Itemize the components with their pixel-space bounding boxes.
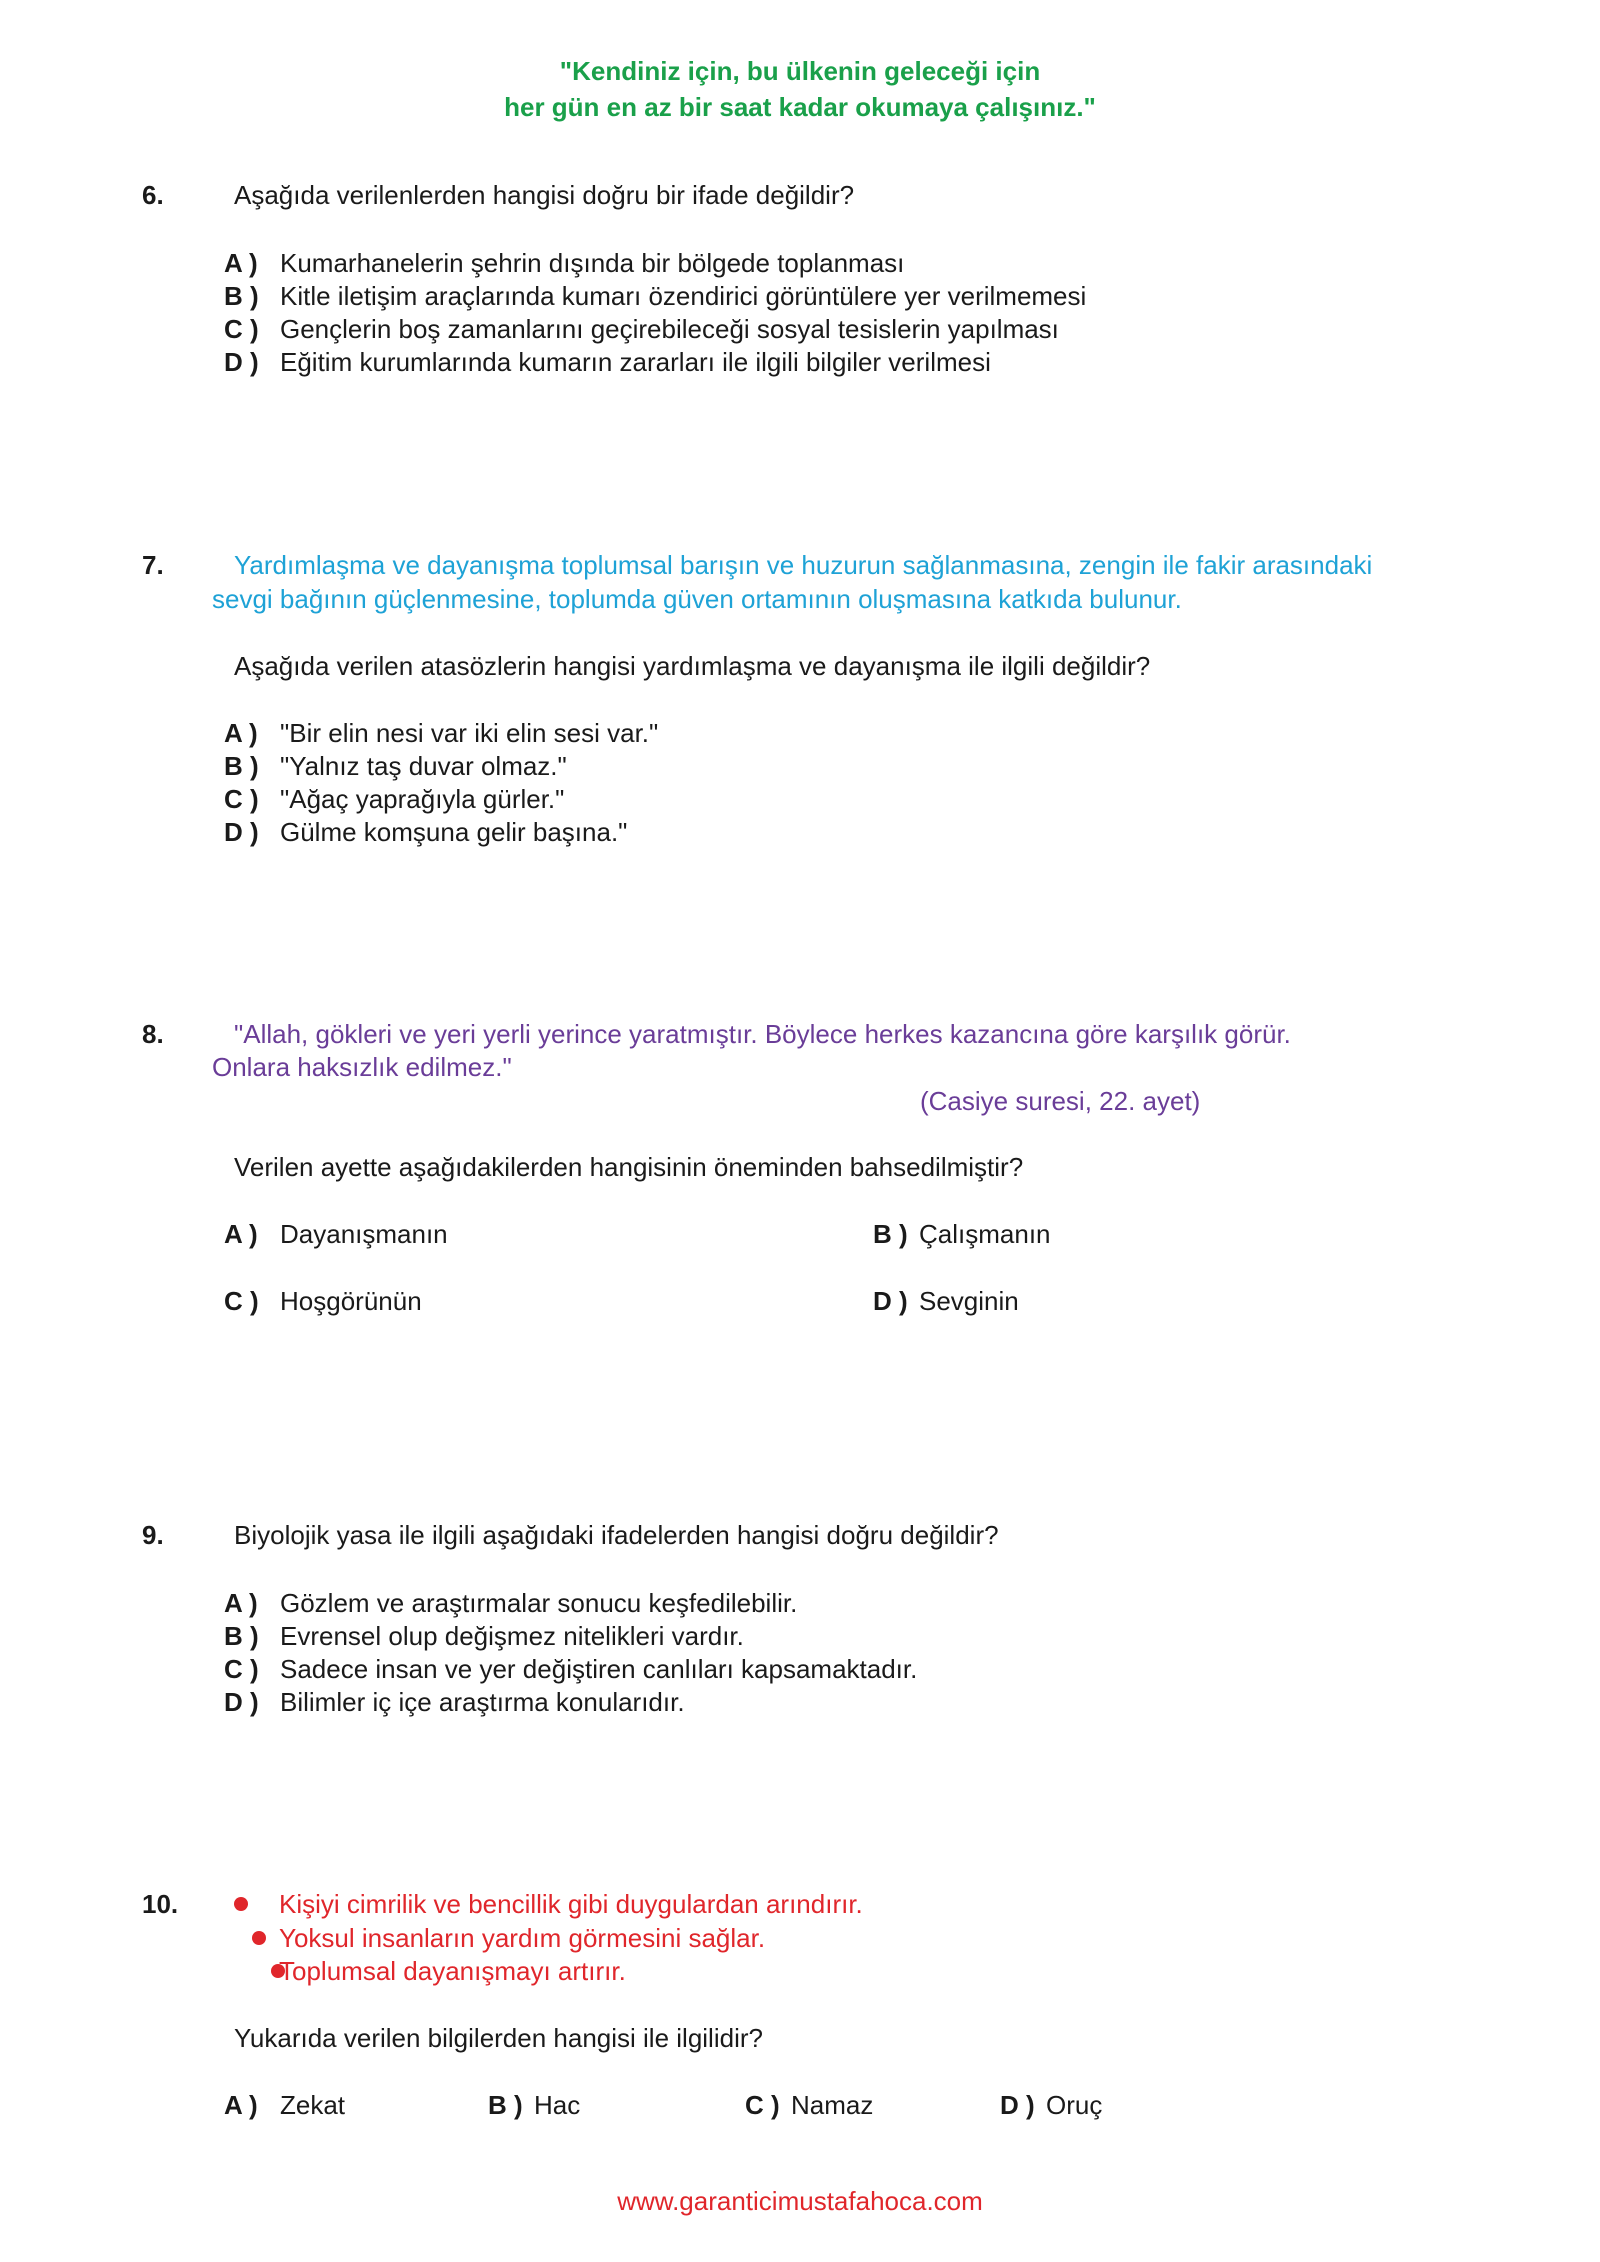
passage-line-1: "Allah, gökleri ve yeri yerli yerince yaratmıştır. Böylece herkes kazancına göre karşılık görür. bbox=[234, 1019, 1291, 1049]
option-letter: B ) bbox=[873, 1219, 908, 1249]
passage-line-2: Onlara haksızlık edilmez." bbox=[212, 1052, 512, 1082]
question-text: Verilen ayette aşağıdakilerden hangisinin öneminden bahsedilmiştir? bbox=[234, 1152, 1024, 1182]
option-letter: A ) bbox=[224, 248, 258, 278]
option-text: Oruç bbox=[1046, 2090, 1103, 2120]
option-letter: C ) bbox=[224, 314, 259, 344]
option-letter: D ) bbox=[873, 1286, 908, 1316]
option-d bbox=[224, 347, 991, 378]
option-text: Gözlem ve araştırmalar sonucu keşfedilebilir. bbox=[280, 1588, 798, 1618]
option-text: Kumarhanelerin şehrin dışında bir bölgede toplanması bbox=[280, 248, 905, 278]
bullet-text: Toplumsal dayanışmayı artırır. bbox=[279, 1956, 626, 1986]
option-letter: D ) bbox=[1000, 2090, 1035, 2120]
option-a bbox=[224, 1219, 448, 1250]
option-a bbox=[224, 1588, 797, 1619]
option-text: "Bir elin nesi var iki elin sesi var." bbox=[280, 718, 659, 748]
option-letter: B ) bbox=[488, 2090, 523, 2120]
option-c bbox=[745, 2090, 873, 2121]
question-number: 9. bbox=[142, 1520, 164, 1550]
option-b bbox=[224, 1621, 744, 1652]
option-text: "Ağaç yaprağıyla gürler." bbox=[280, 784, 565, 814]
option-c bbox=[224, 1286, 422, 1317]
option-a bbox=[224, 718, 658, 749]
question-text: Biyolojik yasa ile ilgili aşağıdaki ifadelerden hangisi doğru değildir? bbox=[234, 1520, 999, 1550]
footer-link[interactable]: www.garanticimustafahoca.com bbox=[617, 2186, 983, 2216]
option-text: Eğitim kurumlarında kumarın zararları ile ilgili bilgiler verilmesi bbox=[280, 347, 991, 377]
bullet-icon bbox=[252, 1931, 266, 1945]
option-letter: C ) bbox=[224, 784, 259, 814]
header-line-2: her gün en az bir saat kadar okumaya çalışınız." bbox=[504, 92, 1096, 122]
option-text: Evrensel olup değişmez nitelikleri vardır. bbox=[280, 1621, 744, 1651]
option-text: Hoşgörünün bbox=[280, 1286, 422, 1316]
option-text: Sevginin bbox=[919, 1286, 1019, 1316]
option-letter: A ) bbox=[224, 718, 258, 748]
option-text: Gençlerin boş zamanlarını geçirebileceği sosyal tesislerin yapılması bbox=[280, 314, 1059, 344]
option-a bbox=[224, 248, 904, 279]
option-text: Çalışmanın bbox=[919, 1219, 1051, 1249]
question-text: Yukarıda verilen bilgilerden hangisi ile ilgilidir? bbox=[234, 2023, 763, 2053]
option-text: "Yalnız taş duvar olmaz." bbox=[280, 751, 567, 781]
option-text: Bilimler iç içe araştırma konularıdır. bbox=[280, 1687, 685, 1717]
option-c bbox=[224, 314, 1059, 345]
question-number: 6. bbox=[142, 180, 164, 210]
header-line-1: "Kendiniz için, bu ülkenin geleceği için bbox=[559, 56, 1041, 86]
bullet-text: Kişiyi cimrilik ve bencillik gibi duygulardan arındırır. bbox=[279, 1889, 863, 1919]
question-number: 8. bbox=[142, 1019, 164, 1049]
option-letter: B ) bbox=[224, 1621, 259, 1651]
option-letter: C ) bbox=[224, 1654, 259, 1684]
question-number: 7. bbox=[142, 550, 164, 580]
option-letter: A ) bbox=[224, 2090, 258, 2120]
option-a bbox=[224, 2090, 345, 2121]
option-b bbox=[224, 281, 1086, 312]
question-text: Aşağıda verilen atasözlerin hangisi yardımlaşma ve dayanışma ile ilgili değildir? bbox=[234, 651, 1151, 681]
bullet-icon bbox=[234, 1897, 248, 1911]
question-text: Aşağıda verilenlerden hangisi doğru bir ifade değildir? bbox=[234, 180, 855, 210]
option-text: Gülme komşuna gelir başına." bbox=[280, 817, 628, 847]
option-letter: D ) bbox=[224, 1687, 259, 1717]
option-letter: D ) bbox=[224, 347, 259, 377]
passage-source: (Casiye suresi, 22. ayet) bbox=[920, 1086, 1201, 1116]
option-text: Dayanışmanın bbox=[280, 1219, 448, 1249]
option-letter: B ) bbox=[224, 281, 259, 311]
option-letter: C ) bbox=[745, 2090, 780, 2120]
option-letter: A ) bbox=[224, 1588, 258, 1618]
passage-line-1: Yardımlaşma ve dayanışma toplumsal barışın ve huzurun sağlanmasına, zengin ile fakir arasındaki bbox=[234, 550, 1373, 580]
passage-line-2: sevgi bağının güçlenmesine, toplumda güven ortamının oluşmasına katkıda bulunur. bbox=[212, 584, 1182, 614]
option-b bbox=[873, 1219, 1051, 1250]
option-letter: D ) bbox=[224, 817, 259, 847]
option-b bbox=[224, 751, 567, 782]
option-d bbox=[224, 1687, 685, 1718]
option-d bbox=[873, 1286, 1019, 1317]
option-text: Zekat bbox=[280, 2090, 346, 2120]
option-c bbox=[224, 1654, 917, 1685]
bullet-text: Yoksul insanların yardım görmesini sağlar. bbox=[279, 1923, 766, 1953]
option-text: Hac bbox=[534, 2090, 581, 2120]
option-letter: C ) bbox=[224, 1286, 259, 1316]
option-letter: B ) bbox=[224, 751, 259, 781]
option-letter: A ) bbox=[224, 1219, 258, 1249]
option-text: Namaz bbox=[791, 2090, 874, 2120]
option-c bbox=[224, 784, 564, 815]
option-d bbox=[1000, 2090, 1102, 2121]
option-text: Kitle iletişim araçlarında kumarı özendirici görüntülere yer verilmemesi bbox=[280, 281, 1087, 311]
option-d bbox=[224, 817, 627, 848]
question-number: 10. bbox=[142, 1889, 179, 1919]
option-b bbox=[488, 2090, 580, 2121]
option-text: Sadece insan ve yer değiştiren canlıları kapsamaktadır. bbox=[280, 1654, 918, 1684]
